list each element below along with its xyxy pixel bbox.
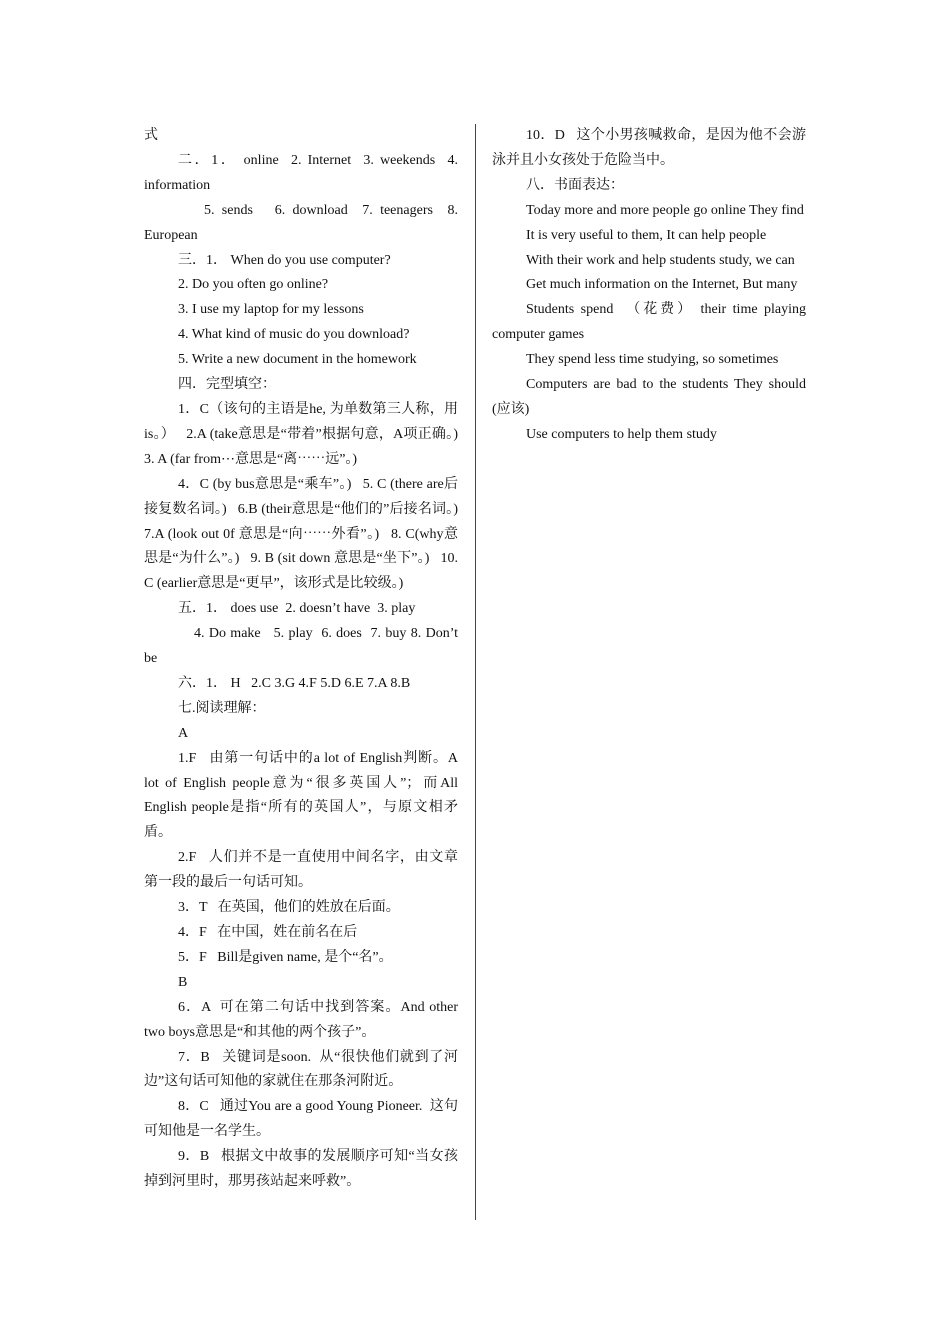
- reading-answer-4: 4．F 在中国，姓在前名在后: [178, 925, 358, 940]
- right-column: [492, 124, 810, 448]
- reading-answer-10: 10．D 这个小男孩喊救命，是因为他不会游泳并且小女孩处于危险当中。: [492, 128, 806, 168]
- reading-answer-7: 7．B 关键词是soon. 从“很快他们就到了河边”这句话可知他的家就住在那条河附近。: [144, 1049, 458, 1090]
- essay-line-6: They spend less time studying, so sometimes: [526, 352, 779, 368]
- essay-line-7: Computers are bad to the students They should (应该): [492, 377, 810, 417]
- essay-line-4: Get much information on the Internet, But many: [526, 277, 798, 293]
- essay-line-2: It is very useful to them, It can help people: [526, 227, 767, 243]
- reading-answer-8: 8．C 通过You are a good Young Pioneer. 这句可知他是一名学生。: [144, 1099, 458, 1140]
- section-2-line-1: 二．1． online 2. Internet 3. weekends 4. information: [144, 152, 462, 193]
- section-4-answers-1: 1．C（该句的主语是he, 为单数第三人称，用is。） 2.A (take意思是“带着”根据句意，A项正确。) 3. A (far from⋯意思是“离⋯⋯远”。): [144, 401, 469, 467]
- column-divider: [475, 124, 476, 1220]
- section-5-line-2: 4. Do make 5. play 6. does 7. buy 8. Don’t be: [144, 626, 462, 667]
- section-4-heading: 四．完型填空：: [178, 377, 276, 393]
- essay-line-8: Use computers to help them study: [526, 426, 717, 442]
- paragraph: 式: [144, 128, 158, 143]
- section-3-line-4: 4. What kind of music do you download?: [178, 327, 410, 343]
- essay-line-3: With their work and help students study, we can: [526, 252, 795, 268]
- section-3-line-1: 三．1． When do you use computer?: [178, 252, 391, 268]
- reading-answer-1: 1.F 由第一句话中的a lot of English判断。A lot of English people意为“很多英国人”；而All English people是指“所有的英国人”，与原文相矛盾。: [144, 750, 462, 841]
- part-b-label: B: [178, 974, 188, 990]
- section-5-line-1: 五．1． does use 2. doesn’t have 3. play: [178, 601, 416, 617]
- reading-answer-6: 6．A 可在第二句话中找到答案。And other two boys意思是“和其他的两个孩子”。: [144, 999, 462, 1040]
- section-4-answers-2: 4．C (by bus意思是“乘车”。) 5. C (there are后接复数名词。) 6.B (their意思是“他们的”后接名词。) 7.A (look out 0f 意思是“向⋯⋯外看”。) 8. C(why意思是“为什么”。) 9. B (sit down 意思是“坐下”。) 10. C (earlier意思是“更早”，该形式是比较级。): [144, 476, 469, 592]
- section-3-line-3: 3. I use my laptop for my lessons: [178, 302, 364, 318]
- section-8-heading: 八．书面表达：: [526, 177, 624, 193]
- section-3-line-2: 2. Do you often go online?: [178, 277, 329, 293]
- left-column: [144, 124, 469, 1195]
- reading-answer-9: 9．B 根据文中故事的发展顺序可知“当女孩掉到河里时，那男孩站起来呼救”。: [144, 1149, 458, 1190]
- section-6-answers: 六．1． H 2.C 3.G 4.F 5.D 6.E 7.A 8.B: [178, 675, 411, 691]
- part-a-label: A: [178, 725, 189, 741]
- reading-answer-3: 3．T 在英国，他们的姓放在后面。: [178, 900, 400, 916]
- reading-answer-2: 2.F 人们并不是一直使用中间名字，由文章第一段的最后一句话可知。: [144, 850, 458, 891]
- section-7-heading: 七.阅读理解：: [178, 700, 266, 716]
- section-2-line-2: 5. sends 6. download 7. teenagers 8. European: [144, 202, 462, 243]
- essay-line-1: Today more and more people go online They find: [526, 202, 804, 218]
- essay-line-5: Students spend （花费） their time playing computer games: [492, 302, 810, 343]
- reading-answer-5: 5．F Bill是given name, 是个“名”。: [178, 949, 393, 965]
- section-3-line-5: 5. Write a new document in the homework: [178, 352, 417, 368]
